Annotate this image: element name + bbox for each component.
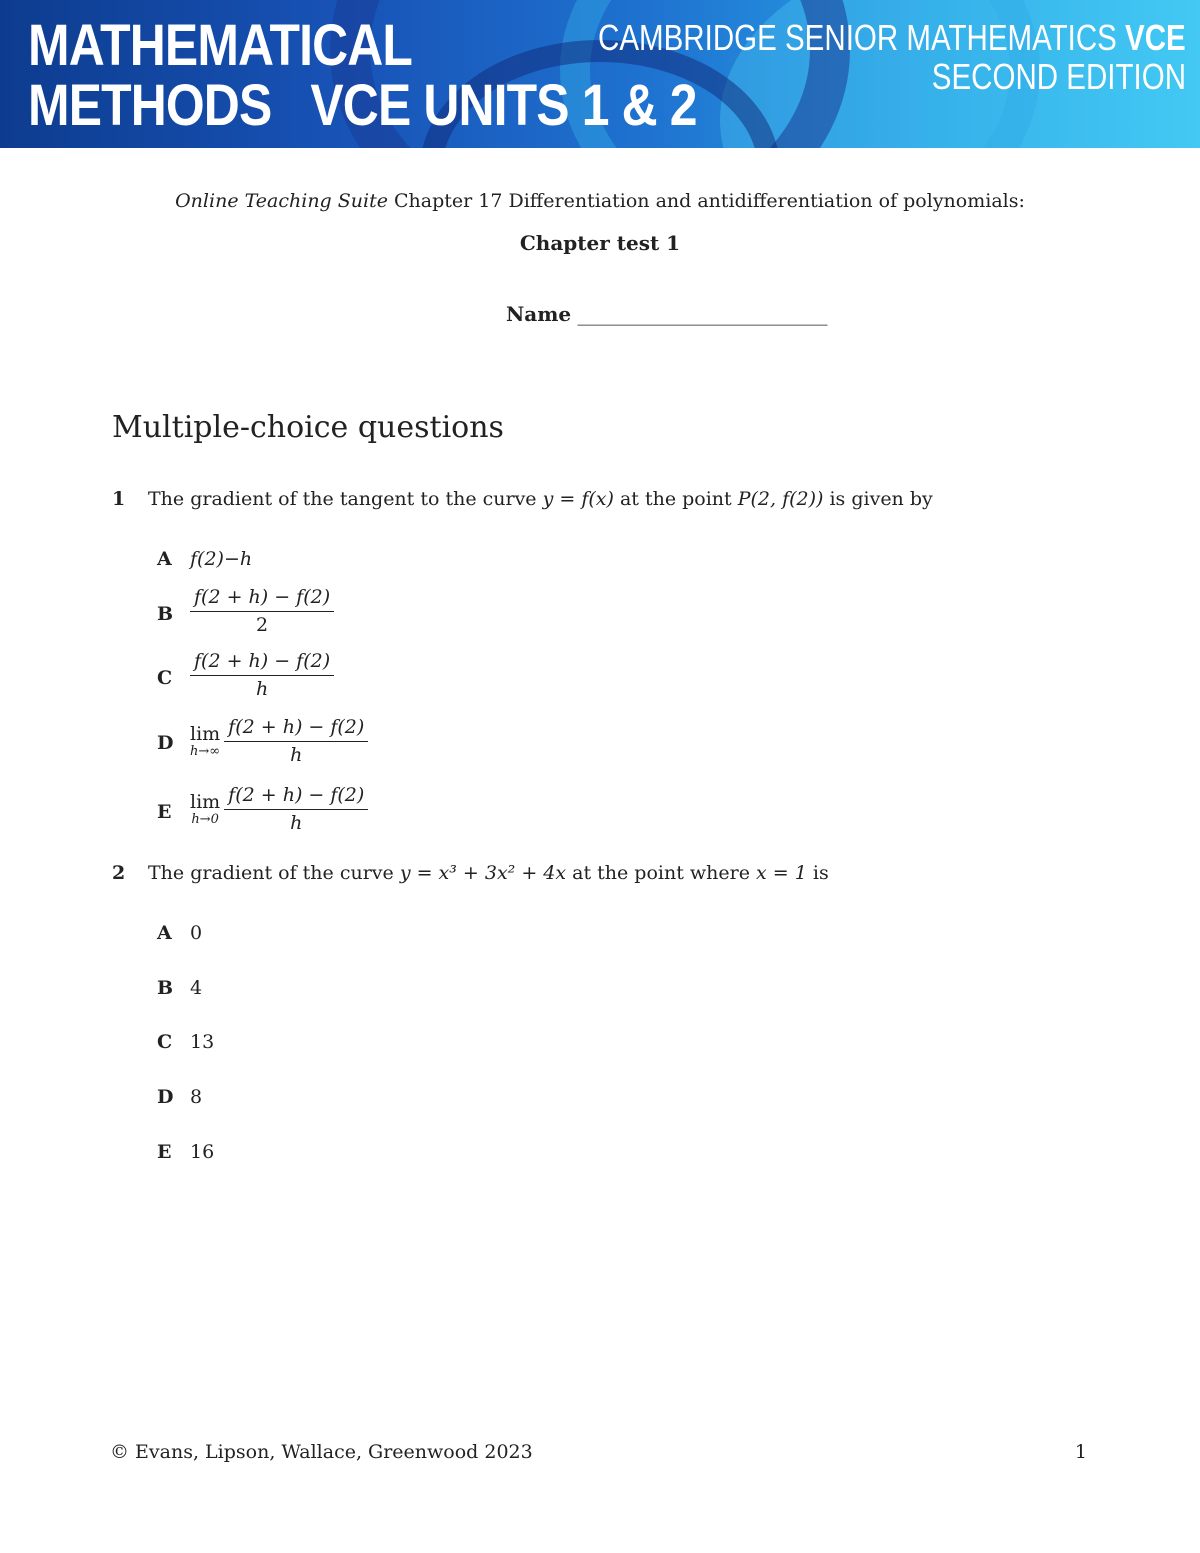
option-fraction bbox=[190, 650, 334, 701]
name-field bbox=[506, 302, 828, 326]
header-banner bbox=[0, 0, 1200, 148]
question-number: 1 bbox=[112, 488, 126, 510]
option-fraction bbox=[190, 586, 334, 637]
name-blank: _________________________ bbox=[571, 302, 828, 326]
option-letter: A bbox=[157, 548, 172, 570]
page-number: 1 bbox=[1074, 1441, 1087, 1463]
math-expression: x = 1 bbox=[756, 862, 807, 884]
option-limit bbox=[190, 784, 368, 835]
option-value: 8 bbox=[190, 1086, 203, 1108]
book-title-line2: METHODS VCE UNITS 1 & 2 bbox=[28, 73, 697, 138]
question-text-part: The gradient of the curve bbox=[148, 862, 400, 884]
fraction-denominator: h bbox=[255, 677, 269, 700]
option-letter: C bbox=[157, 667, 173, 689]
test-title: Chapter test 1 bbox=[519, 231, 681, 255]
math-expression: y = x³ + 3x² + 4x bbox=[399, 862, 567, 884]
copyright-notice: © Evans, Lipson, Wallace, Greenwood 2023 bbox=[110, 1441, 533, 1463]
option-letter: E bbox=[157, 801, 172, 823]
option-letter: C bbox=[157, 1031, 173, 1053]
question-text-part: The gradient of the tangent to the curve bbox=[148, 488, 543, 510]
limit-word: lim bbox=[190, 723, 221, 746]
question-text bbox=[148, 488, 933, 510]
option-letter: B bbox=[157, 977, 174, 999]
option-value: 0 bbox=[190, 922, 203, 944]
fraction bbox=[190, 586, 334, 637]
question-text-part: is bbox=[806, 862, 829, 884]
option-expression: f(2)−h bbox=[190, 548, 253, 570]
section-title: Multiple-choice questions bbox=[112, 410, 504, 445]
option-limit bbox=[190, 716, 368, 767]
option-letter: E bbox=[157, 1141, 172, 1163]
question-text bbox=[148, 862, 829, 884]
series-vce-text: VCE bbox=[1125, 17, 1186, 58]
math-expression: P(2, f(2)) bbox=[737, 488, 824, 510]
option-letter: B bbox=[157, 603, 174, 625]
fraction bbox=[224, 784, 368, 835]
question-text-part: is given by bbox=[823, 488, 933, 510]
limit-operator bbox=[190, 792, 220, 826]
suite-name: Online Teaching Suite bbox=[175, 190, 388, 212]
limit-operator bbox=[190, 724, 220, 758]
question-text-part: at the point bbox=[613, 488, 738, 510]
book-title-line1: MATHEMATICAL bbox=[28, 13, 413, 78]
fraction bbox=[190, 650, 334, 701]
limit-word: lim bbox=[190, 791, 221, 814]
fraction-denominator: h bbox=[290, 811, 303, 834]
option-letter: D bbox=[157, 1086, 174, 1108]
limit-subscript: h→0 bbox=[191, 812, 219, 828]
series-name-text: CAMBRIDGE SENIOR MATHEMATICS bbox=[598, 17, 1126, 58]
fraction-numerator: f(2 + h) − f(2) bbox=[190, 586, 334, 612]
math-expression: y = f(x) bbox=[542, 488, 614, 510]
fraction-denominator: h bbox=[290, 743, 303, 766]
name-label: Name bbox=[506, 302, 572, 326]
chapter-name: Chapter 17 Differentiation and antidifferentiation of polynomials: bbox=[387, 190, 1025, 212]
option-letter: D bbox=[157, 732, 174, 754]
fraction-numerator: f(2 + h) − f(2) bbox=[190, 650, 334, 676]
series-name bbox=[598, 17, 1186, 59]
question-text-part: at the point where bbox=[566, 862, 757, 884]
option-letter: A bbox=[157, 922, 172, 944]
option-value: 13 bbox=[190, 1031, 215, 1053]
document-heading bbox=[0, 190, 1200, 212]
fraction-denominator: 2 bbox=[256, 613, 269, 636]
question-number: 2 bbox=[112, 862, 126, 884]
fraction bbox=[224, 716, 368, 767]
option-value: 4 bbox=[190, 977, 203, 999]
limit-subscript: h→∞ bbox=[190, 744, 221, 760]
fraction-numerator: f(2 + h) − f(2) bbox=[224, 784, 368, 810]
fraction-numerator: f(2 + h) − f(2) bbox=[224, 716, 368, 742]
edition-label: SECOND EDITION bbox=[931, 56, 1186, 97]
option-value: 16 bbox=[190, 1141, 215, 1163]
